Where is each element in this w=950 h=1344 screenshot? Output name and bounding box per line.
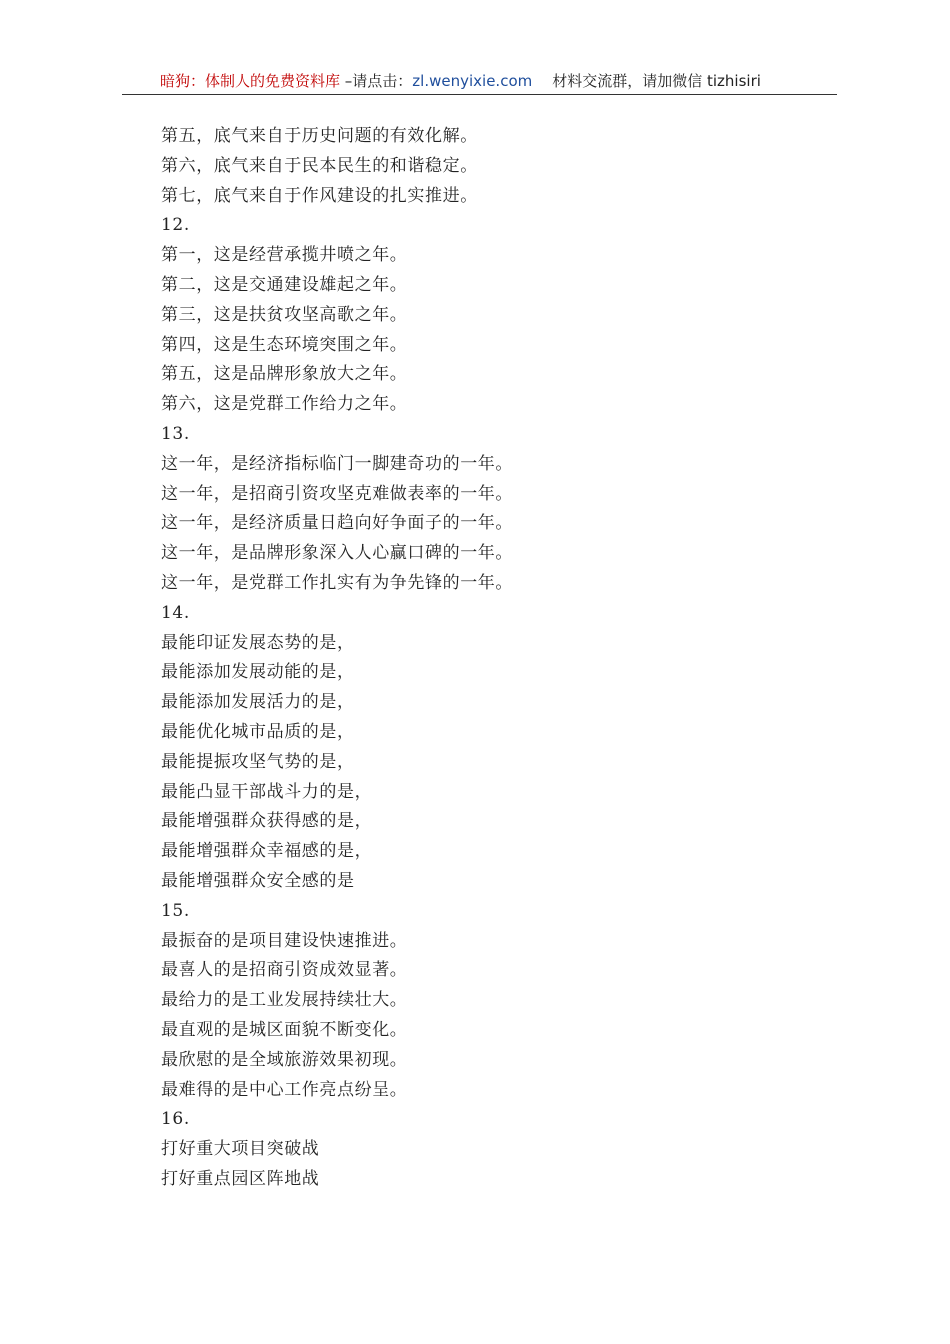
header-brand: 暗狗：体制人的免费资料库	[160, 72, 341, 90]
header-content	[160, 68, 761, 94]
text-line: 最给力的是工业发展持续壮大。	[161, 990, 408, 1011]
text-line: 第四，这是生态环境突围之年。	[161, 334, 408, 355]
page-header	[122, 68, 837, 95]
text-line: 最能印证发展态势的是，	[161, 632, 355, 653]
text-line: 最直观的是城区面貌不断变化。	[161, 1019, 408, 1040]
text-line: 打好重大项目突破战	[161, 1139, 320, 1160]
header-link[interactable]: zl.wenyixie.com	[412, 72, 533, 90]
section-number: 15.	[161, 900, 190, 921]
text-line: 第五，底气来自于历史问题的有效化解。	[161, 126, 478, 146]
section-number: 16.	[161, 1109, 190, 1130]
text-line: 最难得的是中心工作亮点纷呈。	[161, 1079, 408, 1100]
text-line: 最能凸显干部战斗力的是，	[161, 781, 373, 802]
text-line: 第七，底气来自于作风建设的扎实推进。	[161, 185, 478, 206]
text-line: 最能增强群众安全感的是	[161, 870, 355, 891]
section-number: 12.	[161, 215, 190, 236]
text-line: 这一年，是党群工作扎实有为争先锋的一年。	[161, 572, 513, 593]
text-line: 最能增强群众幸福感的是，	[161, 841, 373, 862]
text-line: 打好重点园区阵地战	[161, 1168, 320, 1189]
text-line: 第六，底气来自于民本民生的和谐稳定。	[161, 155, 478, 176]
header-group-info: 材料交流群，请加微信 tizhisiri	[552, 72, 761, 90]
section-number: 13.	[161, 423, 190, 444]
text-line: 这一年，是品牌形象深入人心赢口碑的一年。	[161, 543, 513, 564]
text-line: 这一年，是招商引资攻坚克难做表率的一年。	[161, 483, 513, 504]
text-line: 第六，这是党群工作给力之年。	[161, 394, 408, 415]
section-number: 14.	[161, 602, 190, 623]
header-separator: –请点击：	[340, 72, 413, 90]
text-line: 第一，这是经营承揽井喷之年。	[161, 245, 408, 266]
text-line: 最喜人的是招商引资成效显著。	[161, 960, 408, 981]
text-line: 第二，这是交通建设雄起之年。	[161, 274, 408, 295]
text-line: 第三，这是扶贫攻坚高歌之年。	[161, 304, 408, 325]
text-line: 最能增强群众获得感的是，	[161, 811, 373, 832]
text-line: 最能优化城市品质的是，	[161, 721, 355, 742]
document-body	[161, 122, 781, 1195]
text-line: 这一年，是经济质量日趋向好争面子的一年。	[161, 513, 513, 534]
text-line: 这一年，是经济指标临门一脚建奇功的一年。	[161, 453, 513, 474]
text-line: 最振奋的是项目建设快速推进。	[161, 930, 408, 951]
text-line: 第五，这是品牌形象放大之年。	[161, 364, 408, 385]
text-line: 最能提振攻坚气势的是，	[161, 751, 355, 772]
text-line: 最能添加发展动能的是，	[161, 662, 355, 683]
text-line: 最能添加发展活力的是，	[161, 692, 355, 713]
text-line: 最欣慰的是全域旅游效果初现。	[161, 1049, 408, 1070]
